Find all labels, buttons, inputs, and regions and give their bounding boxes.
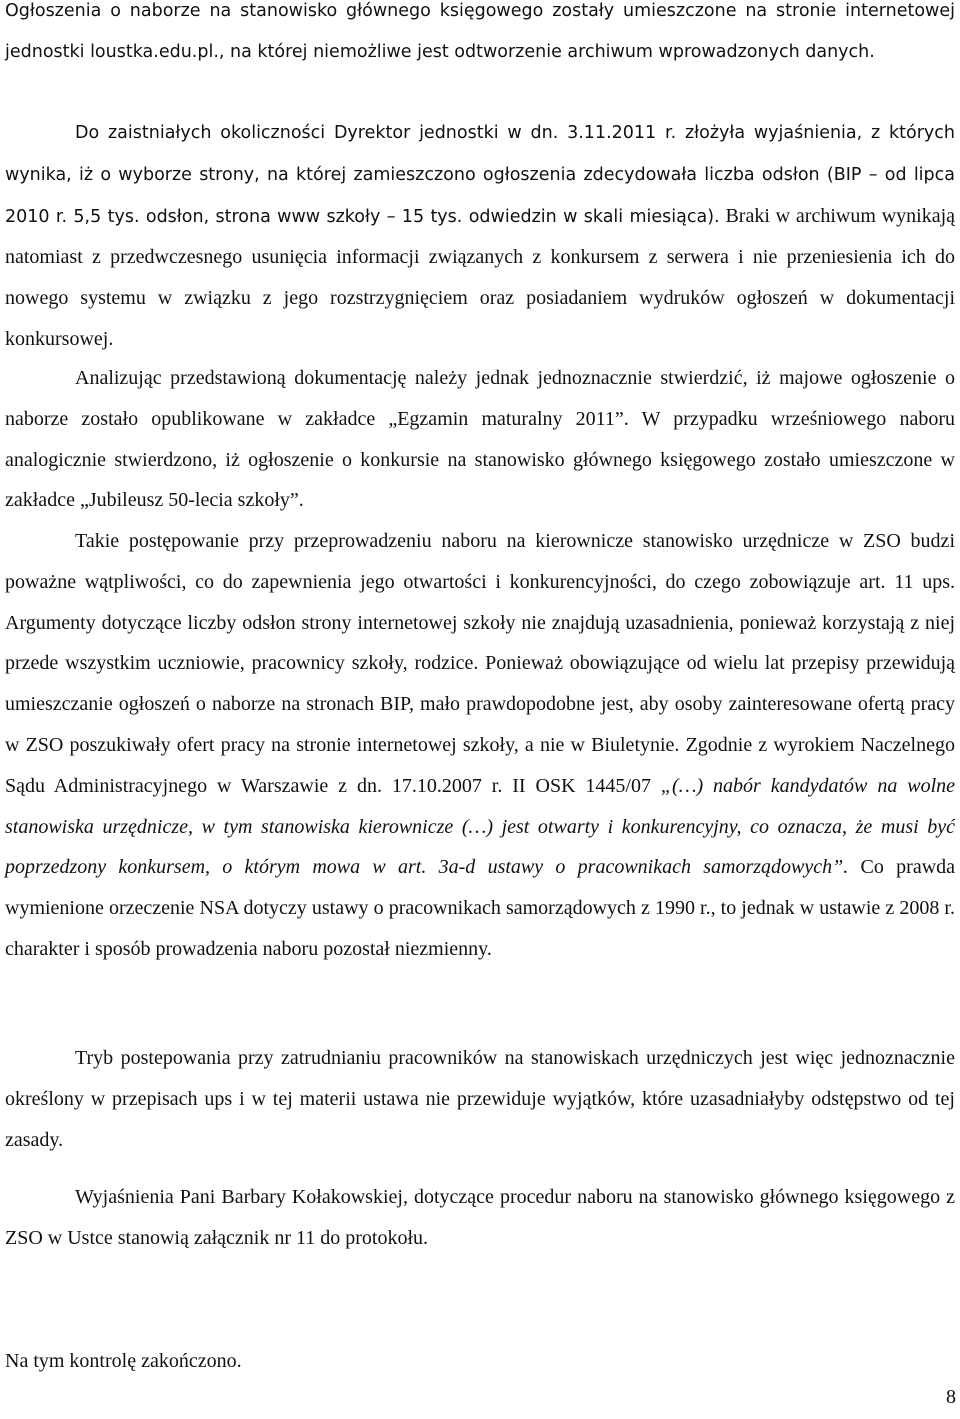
court-ruling-quote: „(…) nabór kandydatów na wolne stanowiska urzędnicze, w tym stanowiska kierownicze (…) jest otwarty i konkurencyjny, co oznacza, że musi być poprzedzony konkursem, o którym mowa w art. 3a-d ustawy o pracownikach samorządowych”. (5, 774, 956, 879)
paragraph-procedure-doubts (5, 521, 955, 970)
paragraph-announcement-website: Ogłoszenia o naborze na stanowisko głównego księgowego zostały umieszczone na stronie internetowej jednostki loustka.edu.pl., na której niemożliwe jest odtworzenie archiwum wprowadzonych danych. (5, 1, 955, 62)
paragraph-director-explanation-serif: Braki w archiwum wynikają natomiast z przedwczesnego usunięcia informacji związanych z konkursem z serwera i nie przeniesienia ich do nowego systemu w związku z jego rozstrzygnięciem oraz posiadaniem wydruków ogłoszeń w dokumentacji konkursowej. (5, 204, 955, 350)
paragraph-attachment-reference: Wyjaśnienia Pani Barbary Kołakowskiej, dotyczące procedur naboru na stanowisko głównego księgowego z ZSO w Ustce stanowią załącznik nr 11 do protokołu. (5, 1186, 955, 1249)
paragraph-procedure-doubts-part-a: Takie postępowanie przy przeprowadzeniu naboru na kierownicze stanowisko urzędnicze w ZSO budzi poważne wątpliwości, co do zapewnienia jego otwartości i konkurencyjności, do czego zobowiązuje art. 11 ups. Argumenty dotyczące liczby odsłon strony internetowej szkoły nie znajdują uzasadnienia, ponieważ korzystają z niej przede wszystkim uczniowie, pracownicy szkoły, rodzice. Ponieważ obowiązujące od wielu lat przepisy przewidują umieszczanie ogłoszeń o naborze na stronach BIP, mało prawdopodobne jest, aby osoby zainteresowane ofertą pracy w ZSO poszukiwały ofert pracy na stronie internetowej szkoły, a nie w Biuletynie. Zgodnie z wyrokiem Naczelnego Sądu Administracyjnego w Warszawie z dn. 17.10.2007 r. II OSK 1445/07 (5, 530, 955, 797)
paragraph-documentation-analysis: Analizując przedstawioną dokumentację należy jednak jednoznacznie stwierdzić, iż majowe ogłoszenie o naborze zostało opublikowane w zakładce „Egzamin maturalny 2011”. W przypadku wrześniowego naboru analogicznie stwierdzono, iż ogłoszenie o konkursie na stanowisko głównego księgowego zostało umieszczone w zakładce „Jubileusz 50-lecia szkoły”. (5, 367, 955, 512)
paragraph-director-explanation-sans: Do zaistniałych okoliczności Dyrektor jednostki w dn. 3.11.2011 r. złożyła wyjaśnienia, z których wynika, iż o wyborze strony, na której zamieszczono ogłoszenia zdecydowała liczba odsłon (BIP – od lipca 2010 r. 5,5 tys. odsłon, strona www szkoły – 15 tys. odwiedzin w skali miesiąca). (5, 123, 955, 227)
paragraph-employment-procedure: Tryb postepowania przy zatrudnianiu pracowników na stanowiskach urzędniczych jest więc jednoznacznie określony w przepisach ups i w tej materii ustawa nie przewiduje wyjątków, które uzasadniałyby odstępstwo od tej zasady. (5, 1047, 955, 1151)
paragraph-closing-statement: Na tym kontrolę zakończono. (5, 1350, 242, 1372)
page-number: 8 (946, 1386, 956, 1408)
paragraph-procedure-doubts-part-b: Co prawda wymienione orzeczenie NSA dotyczy ustawy o pracownikach samorządowych z 1990 r., to jednak w ustawie z 2008 r. charakter i sposób prowadzenia naboru pozostał niezmienny. (5, 856, 956, 960)
paragraph-director-explanation (5, 112, 955, 360)
